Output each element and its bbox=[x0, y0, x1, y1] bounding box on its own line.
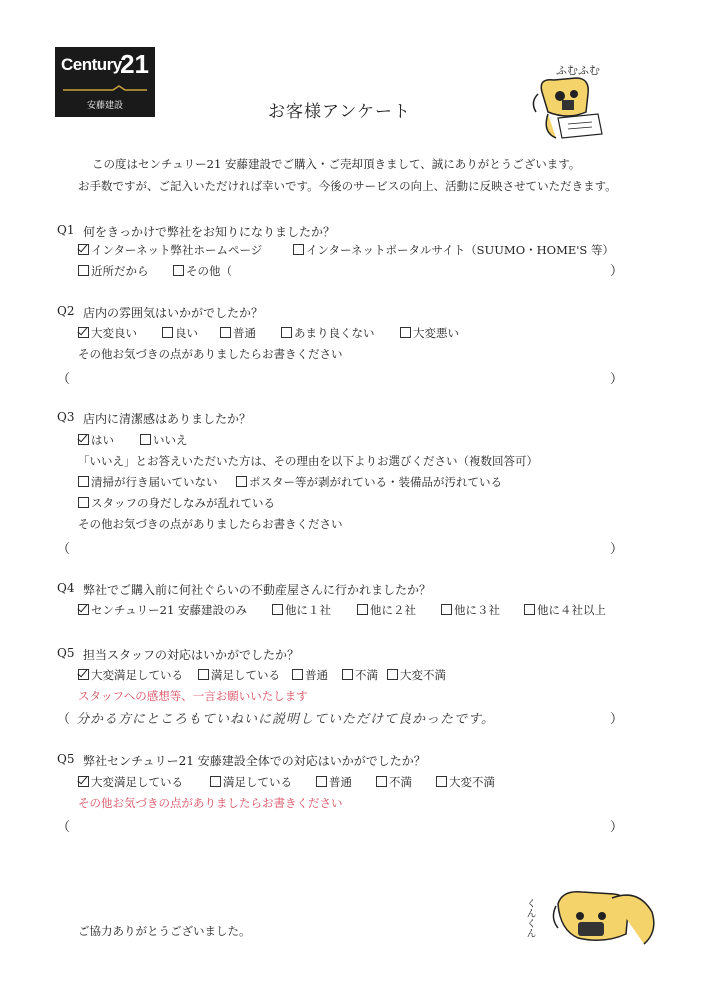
q1-question: 何をきっかけで弊社をお知りになりましたか？ bbox=[83, 225, 336, 239]
q1-option-portal[interactable]: インターネットポータルサイト（SUUMO・HOME'S 等） bbox=[293, 242, 614, 258]
q1-option-other[interactable]: その他（ bbox=[173, 263, 232, 279]
intro-line-1: この度はセンチュリー21 安藤建設でご購入・ご売却頂きまして、誠にありがとうございます。 bbox=[92, 157, 581, 171]
q2-question: 店内の雰囲気はいかがでしたか？ bbox=[83, 306, 264, 320]
logo-number: 21 bbox=[120, 49, 149, 79]
q4-option-3[interactable]: 他に３社 bbox=[441, 602, 500, 618]
checkbox-icon bbox=[78, 669, 89, 680]
checkbox-icon bbox=[78, 604, 89, 615]
q6-open-paren: （ bbox=[57, 820, 71, 835]
q4-label: Q4 bbox=[57, 581, 75, 595]
q3-question: 店内に清潔感はありましたか？ bbox=[83, 412, 252, 426]
intro-line-2: お手数ですが、ご記入いただければ幸いです。今後のサービスの向上、活動に反映させていただきます。 bbox=[78, 179, 617, 193]
q3-reason-staff[interactable]: スタッフの身だしなみが乱れている bbox=[78, 495, 275, 511]
q3-option-no[interactable]: いいえ bbox=[140, 432, 188, 448]
checkbox-icon bbox=[220, 327, 231, 338]
checkbox-icon bbox=[293, 244, 304, 255]
q2-close-paren: ） bbox=[610, 372, 624, 387]
checkbox-icon bbox=[387, 669, 398, 680]
q3-followup: 「いいえ」とお答えいただいた方は、その理由を以下よりお選びください（複数回答可） bbox=[78, 454, 538, 468]
checkbox-icon bbox=[210, 776, 221, 787]
q4-question: 弊社でご購入前に何社ぐらいの不動産屋さんに行かれましたか？ bbox=[83, 583, 432, 597]
q6-option-very-unsatisfied[interactable]: 大変不満 bbox=[436, 774, 495, 790]
q5-question: 担当スタッフの対応はいかがでしたか？ bbox=[83, 648, 300, 662]
q3-open-paren: （ bbox=[57, 542, 71, 557]
q5-label: Q5 bbox=[57, 646, 75, 660]
checkbox-icon bbox=[272, 604, 283, 615]
checkbox-icon bbox=[78, 265, 89, 276]
q2-option-not-good[interactable]: あまり良くない bbox=[281, 325, 375, 341]
q4-option-2[interactable]: 他に２社 bbox=[357, 602, 416, 618]
q1-option-nearby[interactable]: 近所だから bbox=[78, 263, 149, 279]
q2-label: Q2 bbox=[57, 304, 75, 318]
q6-option-unsatisfied[interactable]: 不満 bbox=[376, 774, 412, 790]
checkbox-icon bbox=[316, 776, 327, 787]
mascot-bottom-caption: くんくん bbox=[524, 898, 535, 938]
checkbox-icon bbox=[441, 604, 452, 615]
q5-option-very-unsatisfied[interactable]: 大変不満 bbox=[387, 667, 446, 683]
q5-option-unsatisfied[interactable]: 不満 bbox=[342, 667, 378, 683]
checkbox-icon bbox=[342, 669, 353, 680]
q6-option-very-satisfied[interactable]: 大変満足している bbox=[78, 774, 183, 790]
checkbox-icon bbox=[78, 497, 89, 508]
q6-option-normal[interactable]: 普通 bbox=[316, 774, 352, 790]
q1-label: Q1 bbox=[57, 223, 75, 237]
checkbox-icon bbox=[281, 327, 292, 338]
mascot-reading-icon bbox=[528, 72, 608, 144]
checkbox-icon bbox=[78, 327, 89, 338]
q2-option-very-good[interactable]: 大変良い bbox=[78, 325, 137, 341]
q5-note: スタッフへの感想等、一言お願いいたします bbox=[78, 689, 308, 703]
q6-label: Q5 bbox=[57, 752, 75, 766]
checkbox-icon bbox=[198, 669, 209, 680]
q2-option-normal[interactable]: 普通 bbox=[220, 325, 256, 341]
checkbox-icon bbox=[162, 327, 173, 338]
q5-open-paren: （ bbox=[57, 712, 71, 727]
q5-handwritten-answer: 分かる方にところもていねいに説明していただけて良かったです。 bbox=[76, 712, 495, 727]
checkbox-icon bbox=[524, 604, 535, 615]
page-title: お客様アンケート bbox=[268, 102, 411, 122]
q3-note: その他お気づきの点がありましたらお書きください bbox=[78, 517, 343, 531]
logo-wordmark: Century bbox=[61, 55, 122, 74]
q3-reason-poster[interactable]: ポスター等が剥がれている・装備品が汚れている bbox=[236, 474, 502, 490]
q2-note: その他お気づきの点がありましたらお書きください bbox=[78, 347, 343, 361]
q6-question: 弊社センチュリー21 安藤建設全体での対応はいかがでしたか？ bbox=[83, 754, 426, 768]
q6-option-satisfied[interactable]: 満足している bbox=[210, 774, 292, 790]
checkbox-icon bbox=[400, 327, 411, 338]
q3-option-yes[interactable]: はい bbox=[78, 432, 114, 448]
closing-message: ご協力ありがとうございました。 bbox=[78, 924, 251, 938]
checkbox-icon bbox=[292, 669, 303, 680]
checkbox-icon bbox=[140, 434, 151, 445]
q5-option-normal[interactable]: 普通 bbox=[292, 667, 328, 683]
q2-open-paren: （ bbox=[57, 372, 71, 387]
checkbox-icon bbox=[78, 776, 89, 787]
checkbox-icon bbox=[78, 476, 89, 487]
q5-option-satisfied[interactable]: 満足している bbox=[198, 667, 280, 683]
mascot-sniffing-icon bbox=[548, 882, 660, 956]
checkbox-icon bbox=[78, 434, 89, 445]
q1-option-homepage[interactable]: インターネット弊社ホームページ bbox=[78, 242, 262, 258]
q4-option-1[interactable]: 他に１社 bbox=[272, 602, 331, 618]
checkbox-icon bbox=[78, 244, 89, 255]
company-logo bbox=[55, 47, 155, 117]
logo-house-line bbox=[63, 85, 147, 91]
q4-option-only[interactable]: センチュリー21 安藤建設のみ bbox=[78, 602, 247, 618]
checkbox-icon bbox=[436, 776, 447, 787]
mascot-top-caption: ふむふむ bbox=[556, 64, 600, 77]
logo-subtitle: 安藤建設 bbox=[86, 101, 123, 111]
q5-close-paren: ） bbox=[610, 712, 624, 727]
q6-note: その他お気づきの点がありましたらお書きください bbox=[78, 796, 343, 810]
checkbox-icon bbox=[236, 476, 247, 487]
q3-label: Q3 bbox=[57, 410, 75, 424]
q6-close-paren: ） bbox=[610, 820, 624, 835]
q1-close-paren: ） bbox=[610, 264, 624, 279]
q2-option-very-bad[interactable]: 大変悪い bbox=[400, 325, 459, 341]
q3-reason-cleaning[interactable]: 清掃が行き届いていない bbox=[78, 474, 218, 490]
checkbox-icon bbox=[357, 604, 368, 615]
q2-option-good[interactable]: 良い bbox=[162, 325, 198, 341]
q4-option-4plus[interactable]: 他に４社以上 bbox=[524, 602, 606, 618]
q3-close-paren: ） bbox=[610, 542, 624, 557]
checkbox-icon bbox=[376, 776, 387, 787]
q5-option-very-satisfied[interactable]: 大変満足している bbox=[78, 667, 183, 683]
checkbox-icon bbox=[173, 265, 184, 276]
